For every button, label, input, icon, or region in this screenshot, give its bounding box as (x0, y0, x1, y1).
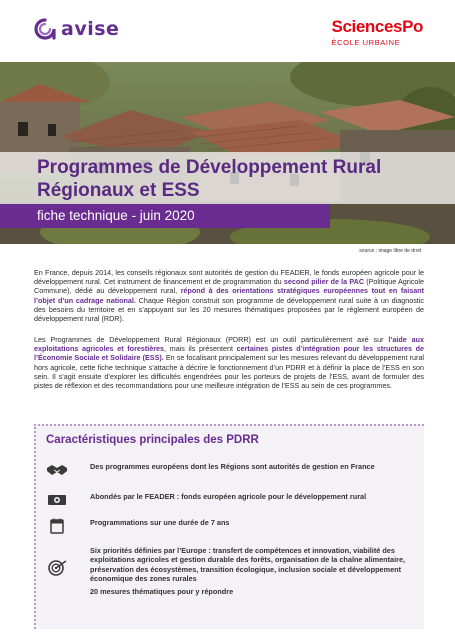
intro-p2-highlight-2: certaines pistes d’intégration pour les structures de l’Économie Sociale et Solidaire (ESS). (34, 344, 424, 363)
handshake-icon (46, 462, 68, 478)
characteristic-text: Programmations sur une durée de 7 ans (90, 518, 230, 527)
characteristic-text: Des programmes européens dont les Régions sont autorités de gestion en France (90, 462, 375, 471)
characteristic-item (46, 492, 416, 508)
sciencespo-wordmark: SciencesPo (331, 17, 423, 36)
characteristics-box (34, 424, 424, 629)
image-source-credit: source : image libre de droit (359, 248, 421, 254)
intro-p1-text-c: Chaque Région construit son programme de développement rural suite à un diagnostic des besoins du territoire et en s’appuyant sur les 20 mesures thématiques proposées par le règlement européen de développement rural (RDR). (34, 295, 424, 324)
page-title-line2: Régionaux et ESS (37, 180, 200, 201)
characteristic-item (46, 518, 416, 534)
priorities-text: Six priorités définies par l’Europe : transfert de compétences et innovation, viabilité des exploitations agricoles et gestion durable des forêts, organisation de la chaîne alimentaire, préservation des écosystèmes, transition écologique, inclusion sociale et développement économique des zones rurales (90, 546, 406, 583)
intro-p2-text-a: Les Programmes de Développement Rural Régionaux (PDRR) est un outil particulièrement axé sur (34, 335, 389, 344)
intro-paragraph-1 (34, 268, 424, 323)
intro-p1-text-b: (Politique Agricole Commune), dédié au développement rural, (34, 277, 424, 296)
page-header (0, 0, 455, 62)
intro-p1-highlight-2: répond à des orientations stratégiques européennes tout en faisant l’objet d’un cadrage national. (34, 286, 424, 305)
avise-mark-icon (34, 18, 56, 40)
avise-wordmark: avise (61, 18, 120, 40)
target-icon (46, 560, 68, 576)
calendar-icon (46, 518, 68, 534)
intro-p1-text-a: En France, depuis 2014, les conseils régionaux sont autorités de gestion du FEADER, le fonds européen agricole pour le développement rural. Cet instrument de financement et de programmation du (34, 268, 424, 287)
money-icon (46, 492, 68, 508)
characteristic-item (46, 546, 416, 596)
measures-text: 20 mesures thématiques pour y répondre (90, 587, 234, 597)
sciencespo-subtitle: ÉCOLE URBAINE (331, 38, 401, 47)
characteristic-text: Abondés par le FEADER : fonds européen agricole pour le développement rural (90, 492, 367, 501)
intro-p2-text-c: En se focalisant principalement sur les mesures relevant du développement rural hors agricole, cette fiche technique s’attache à décrire le fonctionnement d’un PDRR et à définir la place de l’ESS en son sein. Il s’agit ensuite d’explorer les difficultés engendrées pour les porteurs de projets de l’ESS, avant de formuler des pistes de réflexion et des recommandations pour une meilleure intégration de l’ESS au sein de ces programmes. (34, 353, 424, 391)
intro-p1-highlight-1: second pilier de la PAC (283, 277, 365, 287)
characteristics-title: Caractéristiques principales des PDRR (46, 434, 259, 446)
intro-paragraph-2 (34, 335, 424, 390)
characteristic-text (90, 546, 416, 596)
intro-p2-highlight-1: l’aide aux exploitations agricoles et forestières (34, 335, 424, 354)
intro-p2-text-b: , mais ils présentent (164, 344, 237, 354)
page-title-line1: Programmes de Développement Rural (37, 157, 382, 178)
avise-logo (34, 18, 119, 40)
page-subtitle: fiche technique - juin 2020 (37, 208, 195, 223)
sciencespo-logo (332, 17, 423, 47)
characteristic-item (46, 462, 416, 478)
hero-image (0, 62, 455, 244)
